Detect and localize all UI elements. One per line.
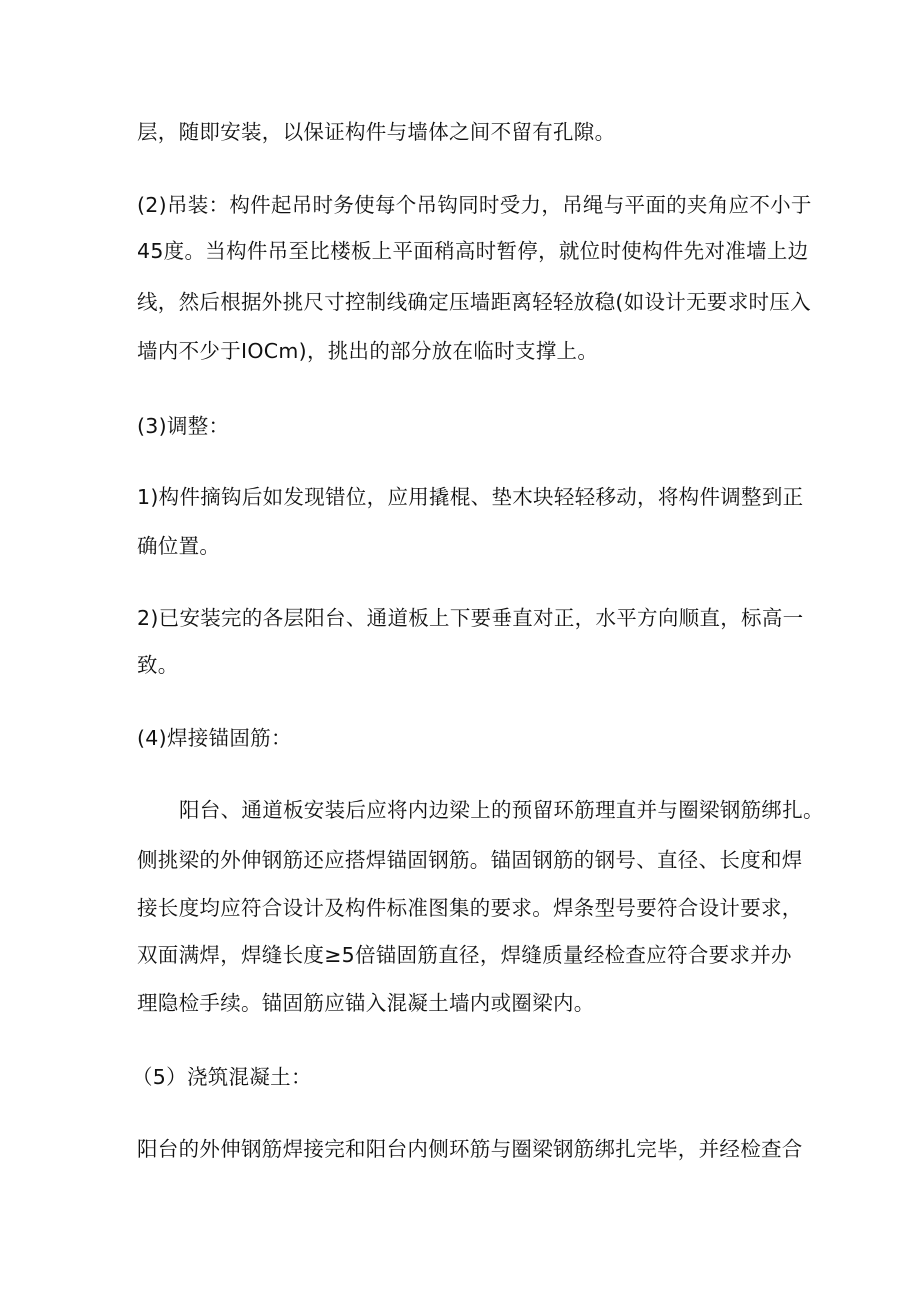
section-heading: (3)调整： <box>137 414 230 438</box>
text-line: 致。 <box>137 653 179 677</box>
text-line: 侧挑梁的外伸钢筋还应搭焊锚固钢筋。锚固钢筋的钢号、直径、长度和焊 <box>137 848 803 872</box>
text-line: 接长度均应符合设计及构件标准图集的要求。焊条型号要符合设计要求， <box>137 896 803 920</box>
section-heading: （5）浇筑混凝土： <box>132 1065 312 1089</box>
text-line: 确位置。 <box>137 534 221 558</box>
text-line: 1)构件摘钩后如发现错位，应用撬棍、垫木块轻轻移动，将构件调整到正 <box>137 485 804 509</box>
text-line: 阳台、通道板安装后应将内边梁上的预留环筋理直并与圈梁钢筋绑扎。 <box>179 798 824 822</box>
text-line: 线，然后根据外挑尺寸控制线确定压墙距离轻轻放稳(如设计无要求时压入 <box>137 290 811 314</box>
text-line: (2)吊装：构件起吊时务使每个吊钩同时受力，吊绳与平面的夹角应不小于 <box>137 193 812 217</box>
text-line: 理隐检手续。锚固筋应锚入混凝土墙内或圈梁内。 <box>137 991 595 1015</box>
text-line: 阳台的外伸钢筋焊接完和阳台内侧环筋与圈梁钢筋绑扎完毕，并经检查合 <box>137 1137 803 1161</box>
text-line: 双面满焊，焊缝长度≥5倍锚固筋直径，焊缝质量经检查应符合要求并办 <box>137 943 792 967</box>
section-heading: (4)焊接锚固筋： <box>137 726 292 750</box>
text-line: 2)已安装完的各层阳台、通道板上下要垂直对正，水平方向顺直，标高一 <box>137 606 804 630</box>
text-line: 墙内不少于IOCm)，挑出的部分放在临时支撑上。 <box>137 339 599 363</box>
text-line: 45度。当构件吊至比楼板上平面稍高时暂停，就位时使构件先对准墙上边 <box>137 239 809 263</box>
text-line: 层，随即安装，以保证构件与墙体之间不留有孔隙。 <box>137 120 616 144</box>
